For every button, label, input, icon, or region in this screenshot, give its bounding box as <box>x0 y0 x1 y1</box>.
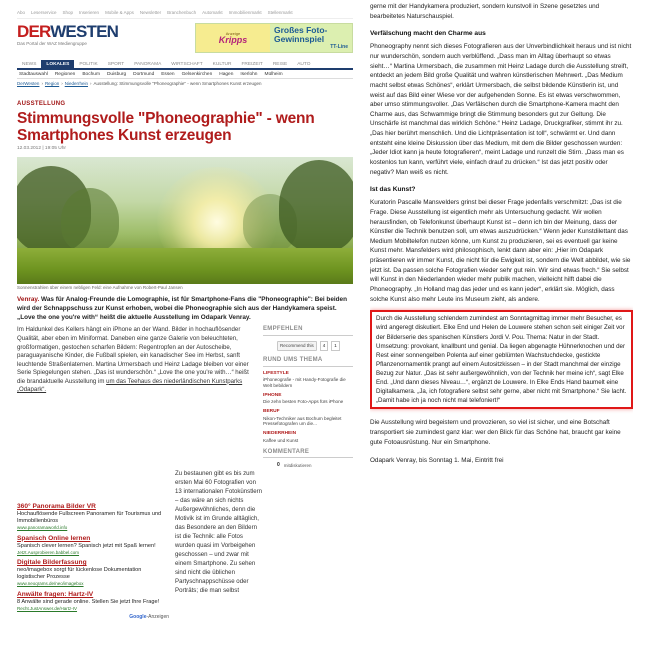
top-utility-links <box>17 10 353 19</box>
article-lead: Was für Analog-Freunde die Lomographie, ist für Smartphone-Fans die "Phoneographie": Bei beiden wird der Schnappschuss zur Kunst erhoben, wobei die Phoneographie sich aus der Handykamera speist. „Love the one you're with“ heißt die aktuelle Ausstellung im Odapark Venray. <box>17 296 348 321</box>
article-sidebar <box>263 326 353 468</box>
logo-subtitle: Das Portal der WAZ Mediengruppe <box>17 41 87 46</box>
subnav-item[interactable]: Regionen <box>54 72 76 77</box>
subnav-item[interactable]: Bochum <box>82 72 100 77</box>
subnav-item[interactable]: Dortmund <box>133 72 155 77</box>
related-heading: RUND UMS THEMA <box>263 357 353 367</box>
banner-ad-label: Anzeige <box>225 30 241 36</box>
comments-link[interactable] <box>263 462 353 469</box>
ad-banner[interactable] <box>195 23 353 53</box>
nav-auto[interactable]: AUTO <box>297 62 311 67</box>
breadcrumb-current: Ausstellung: Stimmungsvolle "Phoneographie" - wenn Smartphones Kunst erzeugen <box>93 81 262 86</box>
body-paragraph-1: Im Haldunkel des Kellers hängt ein iPhone an der Wand. Bilder in hochauflösender Qualität, aber eben im Miniformat. Daneben eine ganze Galerie von beleuchteten, großformatigen, gestochen scharfen Bildern: Regentropfen an der Autoscheibe, paraguayanische Kinder, die Fußball spielen, ein kanadischer See im Herbst, sanft leuchtende Straßenlaternen. Martina Urmersbach und Heinz Ladage bleiben vor einer Serie Spiegelungen stehen. „Das ist wunderschön.“ „Love the one you're with…“ heißt die brandaktuelle Ausstellung im <box>17 326 249 385</box>
google-ads <box>17 503 169 620</box>
article-date: 12.03.2012 | 19:05 Uhr <box>17 146 66 152</box>
subnav-item[interactable]: Stadtauswahl <box>19 72 48 77</box>
article-headline: Stimmungsvolle "Phoneographie" - wenn Smartphones Kunst erzeugen <box>17 109 315 144</box>
dateline-place: Venray. <box>17 296 40 304</box>
ad-item[interactable]: Digitale Bilderfassung neo/imagebox sorgt für lückenlose Dokumentation logistischer Prozesse www.neoqrams.de/neo/imagebox <box>17 559 142 587</box>
top-link[interactable]: Automarkt <box>202 10 223 15</box>
ad-item[interactable]: Spanisch Online lernen Spanisch clever lernen? Spanisch jetzt mit Spaß lernen! Jetzt.Ausprobieren.babbel.com <box>17 534 156 555</box>
top-link[interactable]: Leserservice <box>31 10 57 15</box>
nav-panorama[interactable]: PANORAMA <box>134 62 162 67</box>
nav-sport[interactable]: SPORT <box>107 62 125 67</box>
article-body <box>17 326 253 468</box>
breadcrumb-item[interactable]: Region <box>44 81 60 86</box>
comments-label: mitdiskutieren <box>283 462 312 468</box>
subnav-item[interactable]: Gelsenkirchen <box>181 72 213 77</box>
local-subnavigation <box>17 70 353 79</box>
banner-title: Großes Foto-Gewinnspiel <box>274 24 328 44</box>
main-navigation <box>17 60 353 70</box>
comments-heading: KOMMENTARE <box>263 449 353 459</box>
recommend-button[interactable]: Recommend this <box>277 341 317 351</box>
top-link[interactable]: Branchenbuch <box>167 10 197 15</box>
subnav-item[interactable]: Hagen <box>219 72 234 77</box>
nav-wirtschaft[interactable]: WIRTSCHAFT <box>171 62 203 67</box>
subnav-item[interactable]: Iserlohn <box>240 72 258 77</box>
top-link[interactable]: Newsletter <box>139 10 162 15</box>
nav-news[interactable]: NEWS <box>22 62 37 67</box>
banner-sponsor: TT-Line <box>330 43 348 50</box>
nav-freizeit[interactable]: FREIZEIT <box>241 62 263 67</box>
related-item[interactable]: BERUF Nikon-Techniker aus Bochum begleitet Pressefotografen um die... <box>263 409 342 427</box>
right-paragraph-3: Die Ausstellung wird begeistern und provozieren, so viel ist sicher, und eine Botschaft transportiert sie zumindest ganz klar: wer den Blick für das Schöne hat, braucht gar keine gute Fotoausrüstung. Nur ein Smartphone. <box>370 419 621 446</box>
highlight-text: Durch die Ausstellung schlendern zumindest am Sonntagmittag immer mehr Besucher, es wird angeregt diskutiert. Elke End und Helen de Louwere stehen schon seit einiger Zeit vor der Bilderserie des spanischen Künstlers Jordi V. Pou. Thema: Natur in der Stadt. Umsetzung: provokant, knallbunt und genial. Da liegen abgenagte Hühnerknochen und der Rest einer sonnengelben Polenta auf einer geblümten Wachstuchdecke, gestickte Pflanzenornamentik prangt auf einem Autositzkissen – in der Stadt manchmal der einzige Bezug zur Natur. „Das ist sehr außergewöhnlich, von der Technik her meine ich“, sagt Elke End. „Und dann dieses Niveau…“, ergänzt de Louwere. In Elke Ends Hand baumelt eine Digitalkamera. „Ja, ich fotografiere selbst sehr gerne, aber nicht mit Smartphone.“ Sie lacht. „Damit habe ich ja noch nicht mal telefoniert!“ <box>376 315 627 405</box>
subnav-item[interactable]: Duisburg <box>106 72 127 77</box>
site-logo[interactable] <box>17 23 118 47</box>
subheading-charme: Verfälschung macht den Charme aus <box>370 30 486 38</box>
nav-kultur[interactable]: KULTUR <box>212 62 232 67</box>
odapark-link[interactable]: um das Teehaus des niederländischen Kunstparks „Odapark“. <box>17 377 243 394</box>
ad-item[interactable]: Anwälte fragen: Hartz-IV 8 Anwälte sind gerade online. Stellen Sie jetzt Ihre Frage! Recht.JustAnswer.de/Hartz-IV <box>17 591 160 611</box>
top-link[interactable]: Stellenmarkt <box>267 10 293 15</box>
top-link[interactable]: Mobile & Apps <box>105 10 134 15</box>
comments-count: 0 <box>277 462 280 469</box>
left-page-column <box>17 10 353 650</box>
subnav-item[interactable]: Mülheim <box>264 72 283 77</box>
related-item[interactable]: NIEDERRHEIN Kaffee und Kunst <box>263 431 299 443</box>
related-item[interactable]: LIFESTYLE iPhoneografie - mit Handy-Fotografie die Welt bebildern <box>263 370 346 389</box>
highlighted-paragraph <box>370 310 633 409</box>
top-link[interactable]: Immobilienmarkt <box>228 10 262 15</box>
banner-brand: Kripps <box>218 35 248 46</box>
right-paragraph-1: Phoneography nennt sich dieses Fotografieren aus der Unverbindlichkeit heraus und ist nicht nur wunderschön, sondern auch verblüffend. „Dass man im Alltag überhaupt so etwas sieht…“ Martina Urmersbach, die zusammen mit Heinz Ladage durch die Ausstellung streift, entdeckt an jedem Bild große Qualität und wahren künstlerischen Mehrwert. „Das Medium macht selbst etwas Schönes“, erklärt Urmersbach, die selbst bildende Künstlerin ist, und weist auf das Bild einer Wiese vor der aufgehenden Sonne. Es ist etwas verschwommen, aber umso stimmungsvoller. „Das Verfälschen durch die Smartphone-Kamera macht den Charme aus, das Schwammige bringt die Stimmung besonders gut zur Geltung. Die Unschärfe ist manchmal das wirklich Schöne.“ Heinz Ladage, Druckgrafiker, stimmt ihr zu. „Das hier berührt menschlich. Und die Lichtpräsentation ist toll“, schwärmt er. Und dann entsteht eine kleine Diskussion über das Medium, mit dem die Bilder geschossen wurden: „Jeder Idiot kann ja heute fotografieren“, meint Ladage und runzelt die Stirn. „Dass man es kostenlos tun kann, verführt viele, einfach drauf zu drücken.“ Ist das jetzt positiv oder negativ? Man weiß es nicht. <box>370 43 632 176</box>
recommend-count: 4 <box>320 341 329 351</box>
ad-item[interactable]: 360° Panorama Bilder VR Hochauflösende Fullscreen Panoramen für Tourismus und Immobilienbüros www.panoramaworld.info <box>17 502 162 530</box>
article-photo[interactable] <box>17 157 353 284</box>
body-paragraph-2: Zu bestaunen gibt es bis zum ersten Mai 60 Fotografien von 13 internationalen Fotokünstlern – das wäre an sich nichts Außergewöhnliches, denn die Motivik ist im Grunde alltäglich, das Besondere an den Bildern ist die Technik: alle Fotos wurden quasi im Vorbeigehen geschossen – und zwar mit einem Smartphone. Zu sehen sind nicht die üblichen Partyschnappschüsse oder Porträts; die man selbst <box>175 469 263 595</box>
right-paragraph-2: Kuratorin Pascalle Mansvelders grinst bei dieser Frage jedenfalls verschmitzt: „Das ist die Frage. Diese Ausstellung ist eigentlich mehr als Untersuchung gedacht. Wir wollen herausfinden, ob Telefonkunst überhaupt Kunst ist – denn ich bin der Meinung, dass der Künstler die Technik benutzen soll, um etwas auszudrücken.“ Wenn jeder Kunstdilettant das Medium Mobiltelefon nutzen könne, um Kunst zu produzieren, sei es eventuell gar keine Kunst mehr. Mansfelders wird philosophisch, lenkt dann aber ein: „Hier im Odapark präsentieren wir immer Kunst, die nicht für die Ewigkeit ist, sondern die Welt abbildet, wie sie jetzt ist. Da passen solche Fotografien wieder sehr gut rein. Wir sind etwas frech.“ Sie selbst will Kunst in den Niederlanden wieder mehr publik machen, vielleicht hilft dabei die Phoneography. „In Holland mag das jeder und es kann jeder“, erklärt sie. Möglich, dass solche Kunst also mehr Leute ins Museum zieht, als andere. <box>370 199 631 303</box>
right-paragraph-4: Odapark Venray, bis Sonntag 1. Mai, Eintritt frei <box>370 457 504 465</box>
google-ads-label: Google-Anzeigen <box>129 613 169 620</box>
top-link[interactable]: Inserieren <box>79 10 100 15</box>
nav-lokales[interactable]: LOKALES <box>41 60 74 68</box>
plus-one-button[interactable]: 1 <box>331 341 340 351</box>
right-paragraph-0: gerne mit der Handykamera produziert, sondern kunstvoll in Szene gesetztes und bearbeitetes Naturschauspiel. <box>370 3 600 20</box>
nav-politik[interactable]: POLITIK <box>79 62 98 67</box>
top-link[interactable]: Abo <box>17 10 26 15</box>
section-label: AUSSTELLUNG <box>17 101 66 107</box>
related-item[interactable]: IPHONE Die zehn besten Foto-Apps fürs iPhone <box>263 393 344 405</box>
recommend-heading: EMPFEHLEN <box>263 326 353 336</box>
article-teaser <box>17 296 353 322</box>
subheading-kunst: Ist das Kunst? <box>370 186 416 194</box>
breadcrumb-item[interactable]: Niederrhein <box>64 81 88 86</box>
photo-caption: Sonnenstrahlen über einem nebligen Feld: eine Aufnahme von Robert-Paul Jansen <box>17 284 183 290</box>
logo-wordmark: DERWESTEN <box>17 22 119 41</box>
breadcrumb: DerWesten › Region › Niederrhein › Ausstellung: Stimmungsvolle "Phoneographie" - wenn Smartphones Kunst erzeugen <box>17 81 262 86</box>
right-page-column <box>370 2 633 648</box>
breadcrumb-item[interactable]: DerWesten <box>17 81 40 86</box>
article-body-continued <box>175 469 263 620</box>
subnav-item[interactable]: Essen <box>161 72 175 77</box>
nav-reise[interactable]: REISE <box>272 62 288 67</box>
top-link[interactable]: Shop <box>62 10 74 15</box>
